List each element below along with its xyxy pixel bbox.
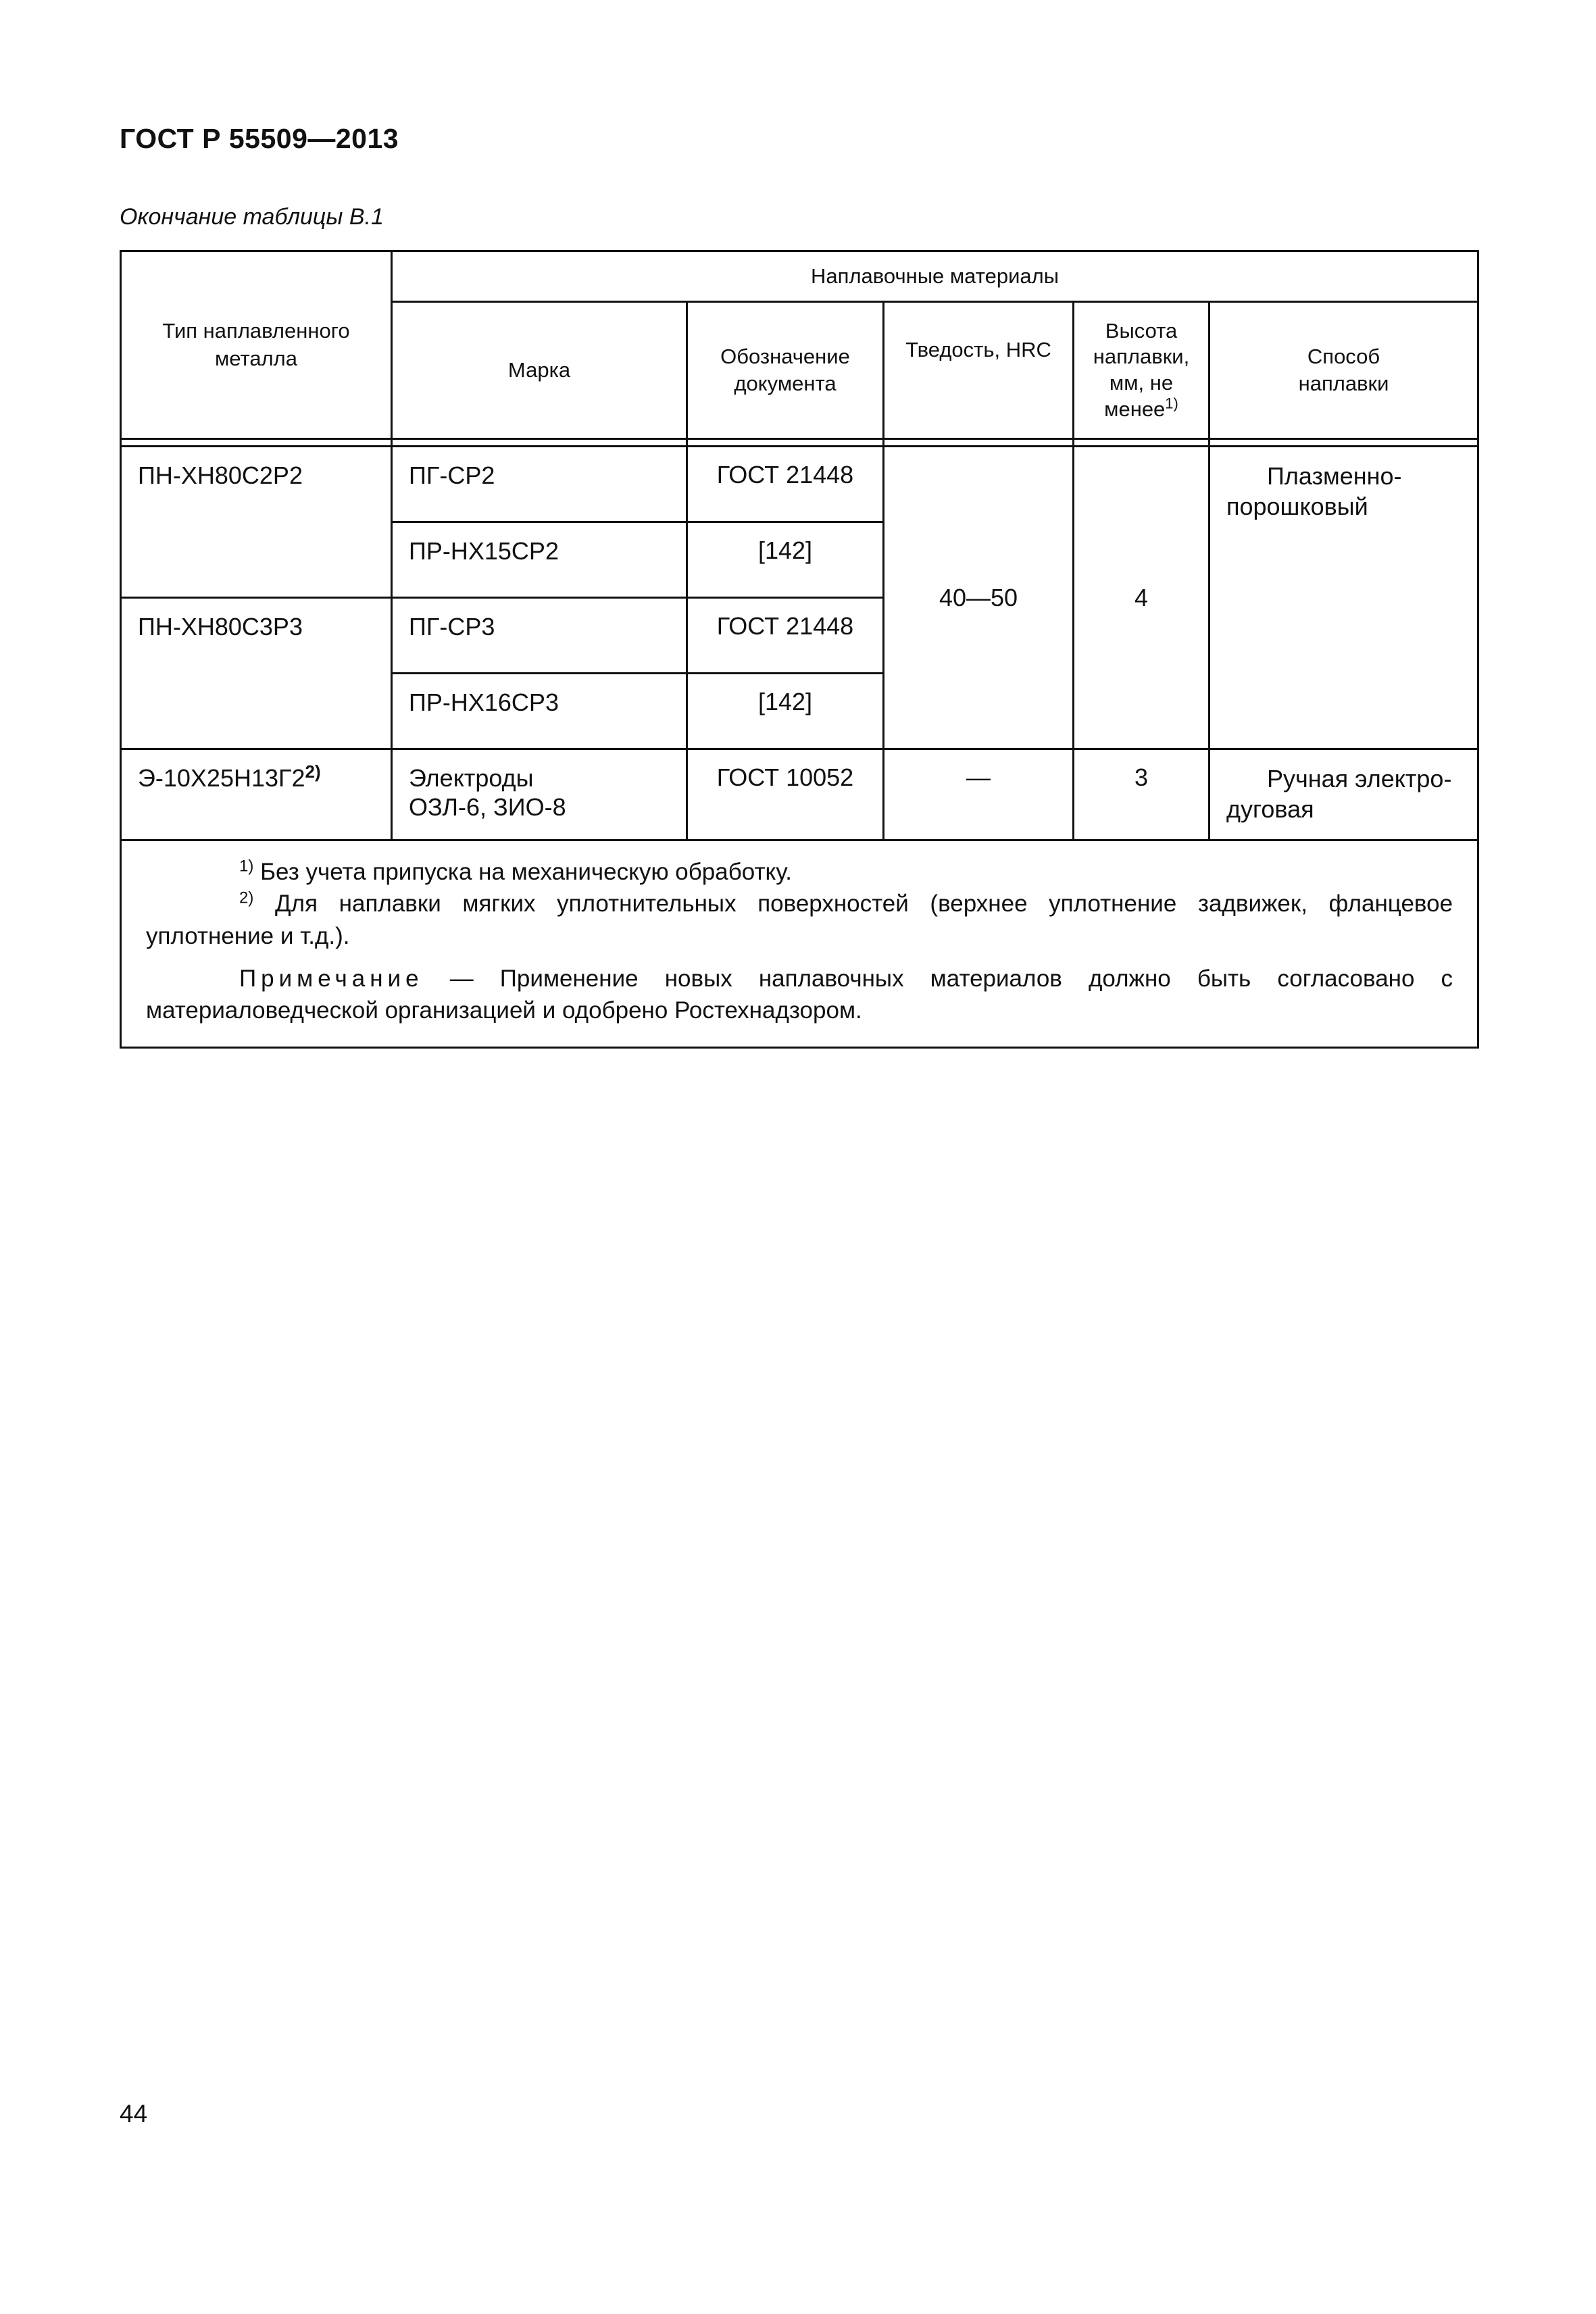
materials-table-container: [120, 250, 1477, 1049]
header-brand: Марка: [392, 302, 687, 439]
footnote-2-marker: 2): [239, 888, 254, 907]
metal-type-text: Э-10Х25Н13Г2: [138, 764, 305, 792]
footnote-1-text: Без учета припуска на механическую обработку.: [260, 859, 792, 885]
document-cell: ГОСТ 10052: [687, 749, 884, 840]
document-code: ГОСТ Р 55509—2013: [120, 123, 399, 154]
note: [146, 963, 1453, 1027]
metal-type-cell: [121, 749, 392, 840]
method-line-1: Ручная электро-: [1267, 765, 1452, 793]
method-cell: [1210, 447, 1478, 749]
method-line-1: Плазменно-: [1267, 462, 1402, 490]
method-line-2: порошковый: [1226, 493, 1368, 520]
note-label: Примечание: [239, 965, 424, 992]
height-cell: 4: [1074, 447, 1210, 749]
brand-cell: ПГ-СР3: [392, 598, 687, 674]
footnote-2: [146, 888, 1453, 952]
header-document: [687, 302, 884, 439]
notes-cell: [121, 840, 1478, 1048]
page-number: 44: [120, 2100, 148, 2128]
brand-cell: ПГ-СР2: [392, 447, 687, 522]
brand-line-1: Электроды: [409, 764, 534, 792]
method-line-2: дуговая: [1226, 795, 1314, 823]
metal-type-cell: ПН-ХН80С3Р3: [121, 598, 392, 749]
method-cell: [1210, 749, 1478, 840]
header-separator: [121, 439, 1478, 447]
materials-table: [120, 250, 1479, 1049]
document-cell: [142]: [687, 522, 884, 598]
footnote-1-marker: 1): [239, 857, 254, 876]
header-hardness: Тведость, HRC: [884, 302, 1074, 439]
brand-cell: [392, 749, 687, 840]
metal-type-footnote-marker: 2): [305, 761, 321, 782]
table-caption: Окончание таблицы В.1: [120, 204, 384, 230]
footnote-2-text: Для наплавки мягких уплотнительных поверхностей (верхнее уплотнение задвижек, фланцевое уплотнение и т.д.).: [146, 890, 1453, 949]
brand-cell: ПР-НХ16СР3: [392, 674, 687, 749]
header-height-footnote-marker: 1): [1165, 395, 1178, 412]
table-row: [121, 447, 1478, 522]
brand-line-2: ОЗЛ-6, ЗИО-8: [409, 793, 566, 822]
height-cell: 3: [1074, 749, 1210, 840]
document-cell: ГОСТ 21448: [687, 447, 884, 522]
header-height-label: Высота наплавки, мм, не менее: [1093, 318, 1190, 421]
brand-cell: ПР-НХ15СР2: [392, 522, 687, 598]
footnote-1: [146, 856, 1453, 888]
header-metal-type: [121, 251, 392, 439]
hardness-cell: —: [884, 749, 1074, 840]
document-cell: [142]: [687, 674, 884, 749]
header-document-label: Обозначение документа: [720, 344, 850, 395]
header-metal-type-label: Тип наплавленного металла: [162, 319, 350, 370]
document-cell: ГОСТ 21448: [687, 598, 884, 674]
hardness-cell: 40—50: [884, 447, 1074, 749]
header-method: [1210, 302, 1478, 439]
note-text: — Применение новых наплавочных материалов должно быть согласовано с материаловедческой организацией и одобрено Ростехнадзором.: [146, 965, 1453, 1024]
metal-type-cell: ПН-ХН80С2Р2: [121, 447, 392, 598]
header-method-label: Способ наплавки: [1298, 344, 1389, 395]
header-materials-group: Наплавочные материалы: [392, 251, 1478, 302]
table-row: [121, 749, 1478, 840]
header-height: [1074, 302, 1210, 439]
notes-row: [121, 840, 1478, 1048]
